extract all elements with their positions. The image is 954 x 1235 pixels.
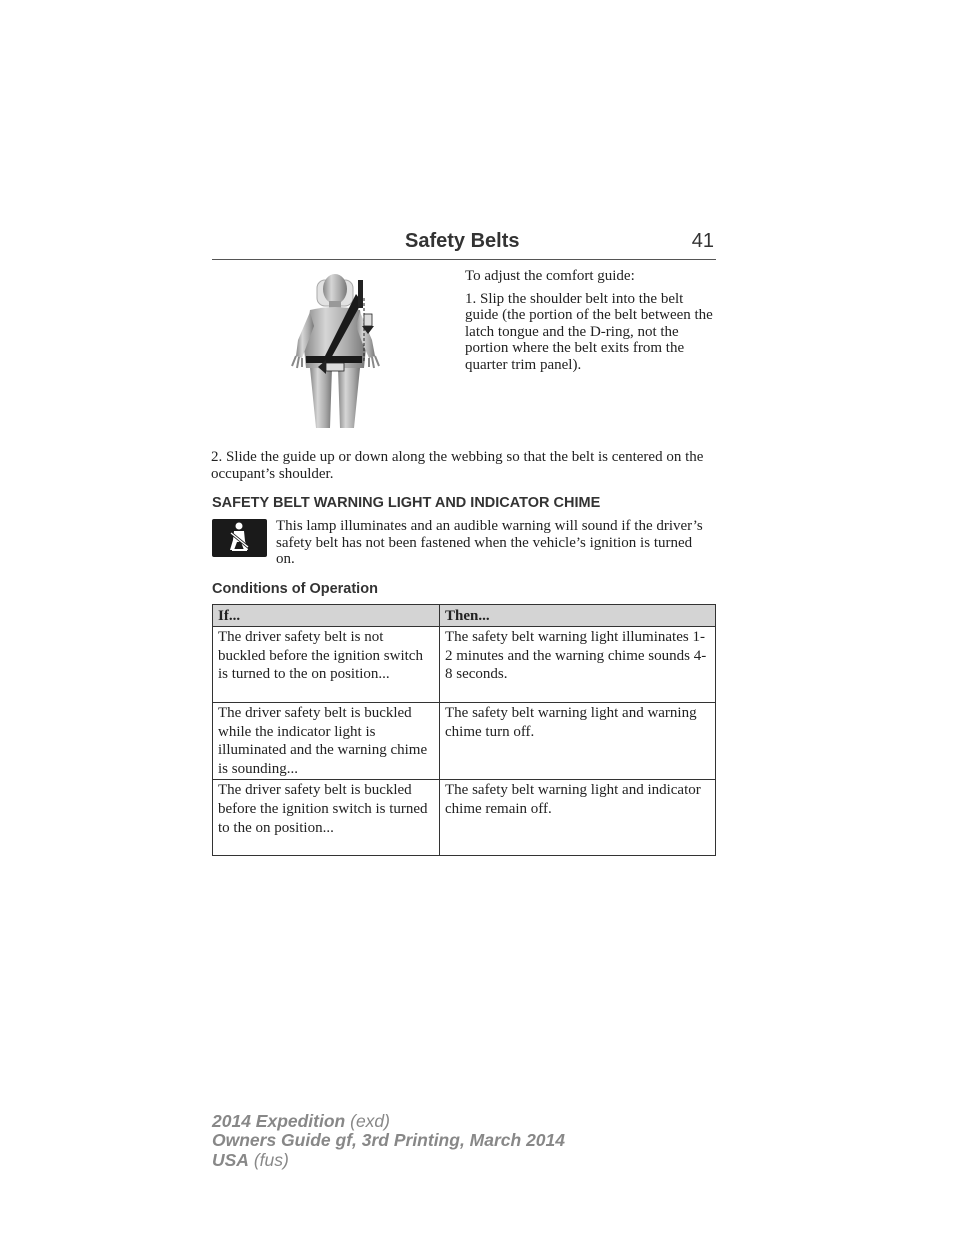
page-header: [212, 228, 716, 260]
table-cell-if: The driver safety belt is buckled before the ignition switch is turned to the on position...: [213, 779, 440, 855]
belt-guide-illustration: [280, 268, 390, 436]
warning-description: This lamp illuminates and an audible warning will sound if the driver’s safety belt has not been fastened when the vehicle’s ignition is turned on.: [276, 518, 703, 568]
page-title: Safety Belts: [405, 230, 520, 252]
page-footer: [212, 1112, 565, 1170]
seat-belt-warning-icon: [212, 519, 267, 557]
footer-market-code: (fus): [248, 1149, 289, 1170]
table-cell-then: The safety belt warning light and indicator chime remain off.: [440, 779, 716, 855]
footer-model-code: (exd): [345, 1111, 390, 1131]
table-row: [213, 702, 716, 779]
table-row: [213, 779, 716, 855]
footer-line-1: [212, 1112, 565, 1131]
table-header-row: [213, 605, 716, 627]
footer-model: 2014 Expedition: [212, 1111, 346, 1131]
table-cell-if: The driver safety belt is buckled while the indicator light is illuminated and the warning chime is sounding...: [213, 702, 440, 779]
table-cell-if: The driver safety belt is not buckled before the ignition switch is turned to the on position...: [213, 626, 440, 702]
warning-section-heading: SAFETY BELT WARNING LIGHT AND INDICATOR CHIME: [212, 495, 601, 511]
conditions-table: [212, 604, 716, 856]
comfort-guide-step-2: 2. Slide the guide up or down along the webbing so that the belt is centered on the occupant’s shoulder.: [211, 449, 704, 482]
comfort-guide-instructions: [465, 268, 717, 380]
footer-line-2: [212, 1131, 565, 1150]
footer-line-3: [212, 1151, 565, 1170]
footer-market: USA: [212, 1149, 249, 1170]
conditions-heading: Conditions of Operation: [212, 581, 378, 597]
footer-guide-info: Owners Guide gf, 3rd Printing, March 2014: [212, 1130, 565, 1151]
table-cell-then: The safety belt warning light illuminates 1-2 minutes and the warning chime sounds 4-8 seconds.: [440, 626, 716, 702]
comfort-guide-intro: To adjust the comfort guide:: [465, 268, 635, 284]
column-header-then: Then...: [440, 605, 716, 627]
table-cell-then: The safety belt warning light and warning chime turn off.: [440, 702, 716, 779]
page-number: 41: [691, 230, 714, 252]
column-header-if: If...: [213, 605, 440, 627]
table-row: [213, 626, 716, 702]
comfort-guide-step-1: 1. Slip the shoulder belt into the belt guide (the portion of the belt between the latch tongue and the D-ring, not the portion where the belt exits from the quarter trim panel).: [465, 290, 713, 373]
